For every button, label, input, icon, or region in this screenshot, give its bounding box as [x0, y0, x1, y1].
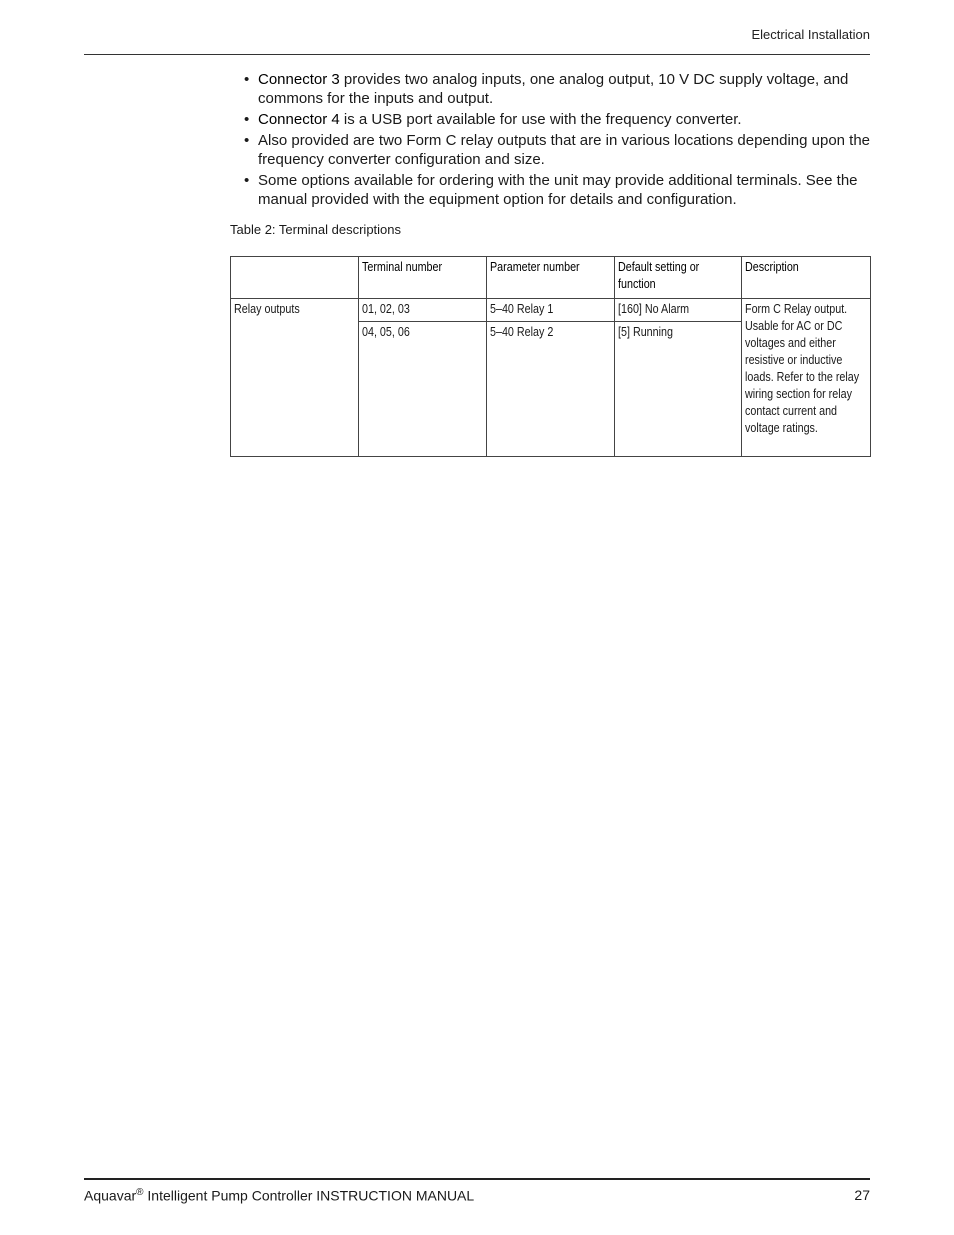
footer-title-text: Intelligent Pump Controller INSTRUCTION MANUAL — [143, 1187, 475, 1204]
parameter-cell: 5–40 Relay 1 — [487, 299, 615, 322]
group-label-cell: Relay outputs — [231, 299, 359, 457]
bullet-dot: • — [244, 172, 250, 189]
registered-mark: ® — [136, 1187, 144, 1198]
header-cell-default: Default setting or function — [615, 257, 742, 299]
bullet-item — [244, 131, 874, 169]
terminal-table — [230, 256, 871, 457]
header-cell-empty — [231, 257, 359, 299]
footer-brand: Aquavar — [84, 1187, 137, 1204]
bullet-text: Also provided are two Form C relay outputs that are in various locations depending upon the frequency converter configuration and size. — [258, 132, 871, 168]
terminal-cell: 04, 05, 06 — [359, 322, 487, 457]
bullet-item — [244, 110, 874, 129]
running-header: Electrical Installation — [751, 27, 870, 42]
description-cell: Form C Relay output. Usable for AC or DC voltages and either resistive or inductive loads. Refer to the relay wiring section for relay contact current and voltage ratings. — [742, 299, 871, 457]
bullet-lead: Connector 3 — [258, 71, 340, 88]
header-cell-description: Description — [742, 257, 871, 299]
header-rule — [84, 54, 870, 55]
bullet-lead: Connector 4 — [258, 111, 340, 128]
bullet-text: is a USB port available for use with the frequency converter. — [339, 111, 742, 128]
parameter-cell: 5–40 Relay 2 — [487, 322, 615, 457]
table-header-row — [231, 257, 871, 299]
table-row — [231, 299, 871, 322]
footer-rule — [84, 1178, 870, 1180]
table-caption: Table 2: Terminal descriptions — [230, 222, 402, 237]
default-cell: [5] Running — [615, 322, 742, 457]
bullet-dot: • — [244, 71, 250, 88]
default-cell: [160] No Alarm — [615, 299, 742, 322]
footer-title — [84, 1187, 474, 1204]
bullet-item — [244, 70, 874, 108]
bullet-text: Some options available for ordering with the unit may provide additional terminals. See the manual provided with the equipment option for details and configuration. — [258, 172, 858, 208]
terminal-cell: 01, 02, 03 — [359, 299, 487, 322]
header-cell-terminal: Terminal number — [359, 257, 487, 299]
bullet-dot: • — [244, 111, 250, 128]
bullet-text: provides two analog inputs, one analog output, 10 V DC supply voltage, and commons for the inputs and output. — [258, 71, 849, 107]
bullet-item — [244, 171, 874, 209]
page-number: 27 — [854, 1187, 870, 1203]
header-cell-parameter: Parameter number — [487, 257, 615, 299]
bullet-list — [244, 70, 874, 211]
bullet-dot: • — [244, 132, 250, 149]
